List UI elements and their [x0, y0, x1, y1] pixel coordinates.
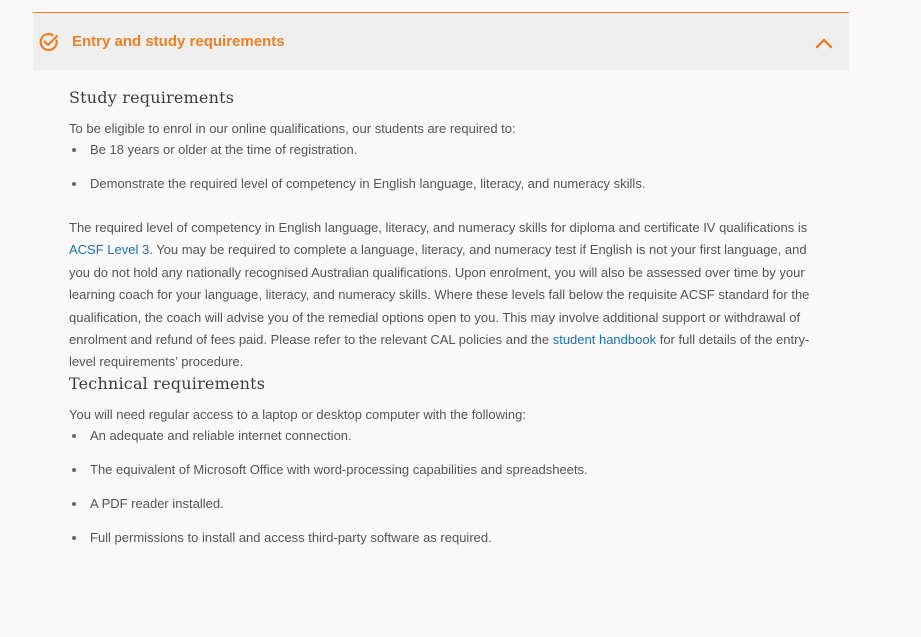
- list-item: Full permissions to install and access third-party software as required.: [69, 530, 829, 546]
- check-circle-icon: [38, 31, 60, 53]
- technical-requirements-list: [69, 428, 829, 546]
- accordion-title-wrap: [38, 31, 285, 53]
- study-requirements-list: [69, 142, 829, 192]
- accordion-entry-requirements: [33, 12, 849, 70]
- list-item: Demonstrate the required level of competency in English language, literacy, and numeracy skills.: [69, 176, 829, 192]
- study-intro: To be eligible to enrol in our online qualifications, our students are required to:: [69, 121, 516, 136]
- chevron-up-icon[interactable]: [815, 36, 833, 48]
- list-item: An adequate and reliable internet connection.: [69, 428, 829, 444]
- study-requirements-heading: Study requirements: [69, 88, 235, 107]
- competency-paragraph: [69, 217, 817, 374]
- list-item: A PDF reader installed.: [69, 496, 829, 512]
- list-item: Be 18 years or older at the time of registration.: [69, 142, 829, 158]
- technical-intro: You will need regular access to a laptop or desktop computer with the following:: [69, 406, 526, 422]
- accordion-content: [69, 88, 829, 564]
- list-item: The equivalent of Microsoft Office with word-processing capabilities and spreadsheets.: [69, 462, 829, 478]
- student-handbook-link[interactable]: student handbook: [552, 332, 657, 348]
- accordion-header[interactable]: [33, 13, 849, 70]
- accordion-title: Entry and study requirements: [72, 33, 285, 50]
- paragraph-text: . You may be required to complete a language, literacy, and numeracy test if English is not your first language, and you do not hold any nationally recognised Australian qualifications. Upon enrolment, you will also be assessed over time by your learning coach for your language, literacy, and numeracy skills. Where these levels fall below the requisite ACSF standard for the qualification, the coach will advise you of the remedial options open to you. This may involve additional support or withdrawal of enrolment and refund of fees paid. Please refer to the relevant CAL policies and the: [69, 242, 810, 348]
- technical-requirements-heading: Technical requirements: [69, 373, 266, 393]
- paragraph-text: for full details of the entry-level requirements’ procedure.: [69, 332, 810, 370]
- acsf-level-link[interactable]: ACSF Level 3: [69, 242, 150, 258]
- paragraph-text: The required level of competency in English language, literacy, and numeracy skills for diploma and certificate IV qualifications is: [69, 220, 808, 235]
